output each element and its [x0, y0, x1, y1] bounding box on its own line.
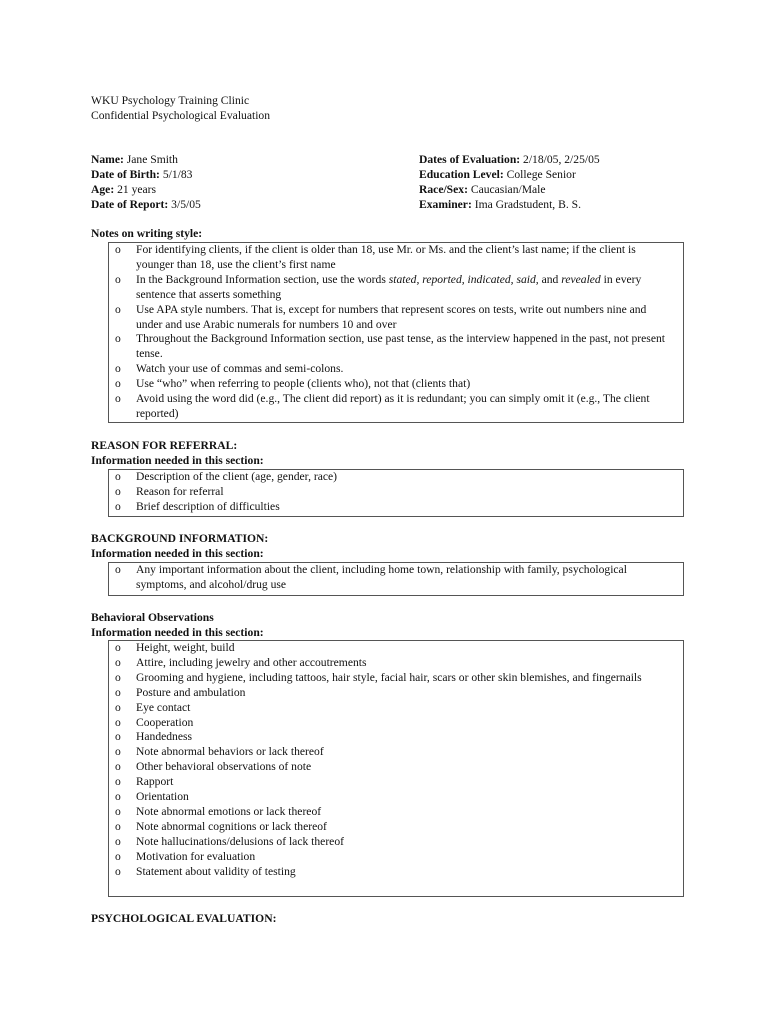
bullet-icon: o [115, 362, 121, 376]
bullet-icon: o [115, 760, 121, 774]
client-info-left [91, 153, 201, 213]
report-date-label: Date of Report: [91, 198, 169, 211]
list-item [109, 485, 675, 500]
list-item [109, 243, 675, 273]
bullet-icon: o [115, 302, 121, 316]
race-sex-row [419, 183, 600, 198]
education-label: Education Level: [419, 168, 504, 181]
list-item [109, 641, 675, 656]
bullet-icon: o [115, 819, 121, 833]
reason-heading: REASON FOR REFERRAL: [91, 439, 238, 452]
bullet-icon: o [115, 499, 121, 513]
client-info-right [419, 153, 600, 213]
list-item-text-post: in every sentence that asserts something [136, 272, 642, 301]
report-date-value: 3/5/05 [171, 198, 201, 211]
italic-words: stated, reported, indicated, said, [388, 272, 539, 286]
list-item-text: Cooperation [136, 715, 194, 729]
education-row [419, 168, 600, 183]
bullet-icon: o [115, 243, 121, 256]
bullet-icon: o [115, 834, 121, 848]
name-row [91, 153, 201, 168]
age-value: 21 years [117, 183, 157, 196]
list-item [109, 500, 675, 515]
list-item-text: Other behavioral observations of note [136, 760, 312, 774]
list-item-text: Note abnormal emotions or lack thereof [136, 804, 322, 818]
race-sex-value: Caucasian/Male [470, 183, 546, 196]
document-title: Confidential Psychological Evaluation [91, 109, 271, 122]
list-item-text: Grooming and hygiene, including tattoos, hair style, facial hair, scars or other skin blemishes, and fingernails [136, 670, 642, 684]
bullet-icon: o [115, 377, 121, 391]
list-item-text: Use “who” when referring to people (clients who), not that (clients that) [136, 377, 471, 391]
bullet-icon: o [115, 700, 121, 714]
dob-row [91, 168, 201, 183]
race-sex-label: Race/Sex: [419, 183, 468, 196]
list-item [109, 377, 675, 392]
bullet-icon: o [115, 484, 121, 498]
clinic-name: WKU Psychology Training Clinic [91, 94, 250, 107]
dob-label: Date of Birth: [91, 168, 160, 181]
background-heading: BACKGROUND INFORMATION: [91, 532, 269, 545]
eval-dates-label: Dates of Evaluation: [419, 153, 521, 166]
list-item-text: Throughout the Background Information section, use past tense, as the interview happened in the past, not present tense. [136, 332, 665, 361]
list-item-text: Posture and ambulation [136, 685, 246, 699]
list-item [109, 273, 675, 303]
list-item [109, 332, 675, 362]
examiner-row [419, 198, 600, 213]
bullet-icon: o [115, 272, 121, 286]
list-item-text-and: and [538, 272, 562, 286]
background-box [108, 562, 684, 596]
list-item-text: Brief description of difficulties [136, 499, 280, 513]
behavioral-box [108, 640, 684, 897]
list-item-text: Watch your use of commas and semi-colons. [136, 362, 344, 376]
list-item-text: Height, weight, build [136, 641, 235, 654]
writing-notes-heading: Notes on writing style: [91, 227, 203, 240]
bullet-icon: o [115, 804, 121, 818]
list-item [109, 760, 675, 775]
bullet-icon: o [115, 670, 121, 684]
list-item [109, 790, 675, 805]
age-label: Age: [91, 183, 115, 196]
examiner-value: Ima Gradstudent, B. S. [474, 198, 581, 211]
list-item-text: Handedness [136, 730, 193, 744]
report-date-row [91, 198, 201, 213]
list-item-text: Note abnormal behaviors or lack thereof [136, 745, 324, 759]
list-item [109, 470, 675, 485]
examiner-label: Examiner: [419, 198, 472, 211]
list-item-text: Avoid using the word did (e.g., The client did report) as it is redundant; you can simply omit it (e.g., The client reported) [136, 392, 650, 420]
bullet-icon: o [115, 641, 121, 654]
list-item [109, 362, 675, 377]
list-item [109, 392, 675, 422]
bullet-icon: o [115, 775, 121, 789]
document-header [91, 94, 270, 124]
bullet-icon: o [115, 715, 121, 729]
list-item-text: Any important information about the client, including home town, relationship with family, psychological symptoms, and alcohol/drug use [136, 563, 627, 591]
list-item-text: Orientation [136, 790, 189, 804]
list-item-text: Attire, including jewelry and other accoutrements [136, 655, 367, 669]
list-item-text: Eye contact [136, 700, 191, 714]
list-item [109, 563, 675, 593]
bullet-icon: o [115, 470, 121, 483]
list-item-text: Reason for referral [136, 484, 224, 498]
list-item [109, 850, 675, 865]
reason-box [108, 469, 684, 517]
list-item [109, 820, 675, 835]
list-item-text: Description of the client (age, gender, race) [136, 470, 338, 483]
bullet-icon: o [115, 332, 121, 346]
list-item [109, 730, 675, 745]
eval-dates-value: 2/18/05, 2/25/05 [523, 153, 600, 166]
bullet-icon: o [115, 685, 121, 699]
list-item [109, 745, 675, 760]
list-item [109, 701, 675, 716]
list-item [109, 775, 675, 790]
behavioral-heading: Behavioral Observations [91, 611, 214, 624]
list-item [109, 303, 675, 333]
psych-eval-heading: PSYCHOLOGICAL EVALUATION: [91, 912, 277, 925]
list-item [109, 805, 675, 820]
list-item [109, 865, 675, 880]
list-item-text: Note hallucinations/delusions of lack thereof [136, 834, 344, 848]
eval-dates-row [419, 153, 600, 168]
bullet-icon: o [115, 730, 121, 744]
bullet-icon: o [115, 655, 121, 669]
list-item [109, 835, 675, 850]
list-item-text: Use APA style numbers. That is, except for numbers that represent scores on tests, write out numbers nine and under and use Arabic numerals for numbers 10 and over [136, 302, 647, 331]
list-item [109, 656, 675, 671]
behavioral-subheading: Information needed in this section: [91, 626, 264, 639]
reason-subheading: Information needed in this section: [91, 454, 264, 467]
bullet-icon: o [115, 563, 121, 576]
list-item-text-pre: In the Background Information section, use the words [136, 272, 389, 286]
list-item-text: Statement about validity of testing [136, 864, 296, 878]
writing-notes-box [108, 242, 684, 423]
bullet-icon: o [115, 392, 121, 406]
list-item-text: Motivation for evaluation [136, 849, 256, 863]
list-item-text: For identifying clients, if the client is older than 18, use Mr. or Ms. and the client’s last name; if the client is younger than 18, use the client’s first name [136, 243, 636, 271]
dob-value: 5/1/83 [162, 168, 193, 181]
list-item-text: Note abnormal cognitions or lack thereof [136, 819, 327, 833]
bullet-icon: o [115, 790, 121, 804]
list-item-text: Rapport [136, 775, 174, 789]
bullet-icon: o [115, 745, 121, 759]
italic-word-revealed: revealed [561, 272, 601, 286]
name-value: Jane Smith [126, 153, 178, 166]
list-item [109, 686, 675, 701]
bullet-icon: o [115, 864, 121, 878]
list-item [109, 716, 675, 731]
bullet-icon: o [115, 849, 121, 863]
background-subheading: Information needed in this section: [91, 547, 264, 560]
education-value: College Senior [506, 168, 576, 181]
list-item [109, 671, 675, 686]
age-row [91, 183, 201, 198]
name-label: Name: [91, 153, 124, 166]
